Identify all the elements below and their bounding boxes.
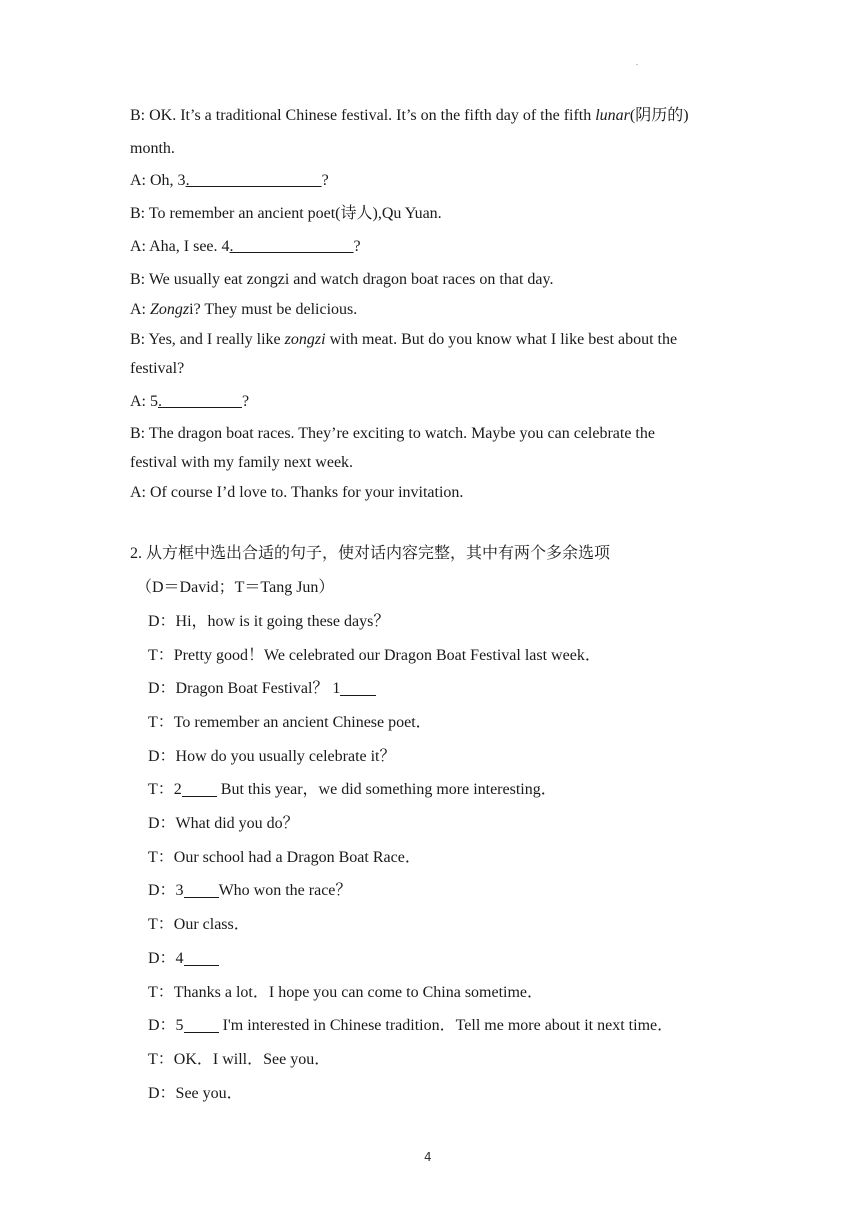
header-mark: . bbox=[636, 58, 638, 67]
dialog2-t6: T：Thanks a lot．I hope you can come to China sometime． bbox=[148, 984, 544, 1001]
blank-5[interactable] bbox=[184, 1016, 219, 1033]
text: A: Aha, I see. 4 bbox=[130, 238, 230, 255]
dialog2-d7 bbox=[148, 1016, 673, 1036]
dialog1-line-12: festival with my family next week. bbox=[130, 454, 354, 471]
text: with meat. But do you know what I like best about the bbox=[325, 331, 678, 348]
blank-4[interactable] bbox=[184, 949, 219, 966]
text: ? bbox=[242, 393, 250, 410]
text: D：5 bbox=[148, 1017, 184, 1034]
text: D：4 bbox=[148, 950, 184, 967]
text: (阴历的) bbox=[629, 107, 689, 124]
text: Who won the race？ bbox=[218, 882, 352, 899]
section2-roles: （D＝David；T＝Tang Jun） bbox=[136, 579, 335, 596]
blank-3[interactable]: . bbox=[185, 172, 322, 189]
dialog1-line-11: B: The dragon boat races. They’re exciting to watch. Maybe you can celebrate the bbox=[130, 425, 655, 442]
dialog1-line-1 bbox=[130, 106, 689, 126]
dialog2-d1: D：Hi，how is it going these days？ bbox=[148, 613, 390, 630]
text: D：3 bbox=[148, 882, 184, 899]
text: A: bbox=[130, 301, 150, 318]
blank-5[interactable]: . bbox=[158, 393, 242, 410]
dialog1-line-6: B: We usually eat zongzi and watch dragon boat races on that day. bbox=[130, 271, 554, 288]
dialog2-t4: T：Our school had a Dragon Boat Race． bbox=[148, 849, 421, 866]
dialog1-line-3 bbox=[130, 171, 329, 191]
text: But this year，we did something more interesting． bbox=[216, 781, 557, 798]
dialog1-line-13: A: Of course I’d love to. Thanks for your invitation. bbox=[130, 484, 464, 501]
blank-3[interactable] bbox=[184, 881, 219, 898]
dialog2-d4: D：What did you do？ bbox=[148, 815, 299, 832]
dialog2-d2 bbox=[148, 679, 376, 699]
text: T：2 bbox=[148, 781, 182, 798]
dialog2-t1: T：Pretty good！We celebrated our Dragon Boat Festival last week． bbox=[148, 647, 601, 664]
text: I'm interested in Chinese tradition．Tell me more about it next time． bbox=[218, 1017, 674, 1034]
zongzi-word: Zongz bbox=[150, 301, 190, 318]
dialog1-line-8 bbox=[130, 330, 677, 350]
lunar-word: lunar bbox=[595, 107, 630, 124]
dialog1-line-5 bbox=[130, 237, 361, 257]
dialog2-t2: T：To remember an ancient Chinese poet． bbox=[148, 714, 432, 731]
dialog1-line-10 bbox=[130, 392, 249, 412]
text: A: 5 bbox=[130, 393, 158, 410]
text: i? They must be delicious. bbox=[189, 301, 358, 318]
dialog2-t3 bbox=[148, 780, 557, 800]
dialog2-d8: D：See you． bbox=[148, 1085, 243, 1102]
text: D：Dragon Boat Festival？ 1 bbox=[148, 680, 341, 697]
text: ? bbox=[353, 238, 361, 255]
dialog1-line-4: B: To remember an ancient poet(诗人),Qu Yuan. bbox=[130, 205, 442, 222]
text: B: Yes, and I really like bbox=[130, 331, 285, 348]
dialog2-t5: T：Our class． bbox=[148, 916, 250, 933]
section2-title: 2. 从方框中选出合适的句子，使对话内容完整，其中有两个多余选项 bbox=[130, 545, 611, 562]
blank-2[interactable] bbox=[182, 780, 217, 797]
dialog2-d6 bbox=[148, 949, 219, 969]
zongzi-word: zongzi bbox=[284, 331, 326, 348]
dialog2-d5 bbox=[148, 881, 351, 901]
text: B: OK. It’s a traditional Chinese festival. It’s on the fifth day of the fifth bbox=[130, 107, 596, 124]
dialog1-line-2: month. bbox=[130, 140, 175, 157]
dialog2-d3: D：How do you usually celebrate it？ bbox=[148, 748, 396, 765]
text: ? bbox=[321, 172, 329, 189]
dialog1-line-7 bbox=[130, 300, 357, 320]
blank-4[interactable]: . bbox=[229, 238, 354, 255]
blank-1[interactable] bbox=[340, 679, 376, 696]
text: A: Oh, 3 bbox=[130, 172, 186, 189]
page-number: 4 bbox=[424, 1150, 432, 1164]
dialog2-t7: T：OK．I will．See you． bbox=[148, 1051, 331, 1068]
dialog1-line-9: festival? bbox=[130, 360, 185, 377]
